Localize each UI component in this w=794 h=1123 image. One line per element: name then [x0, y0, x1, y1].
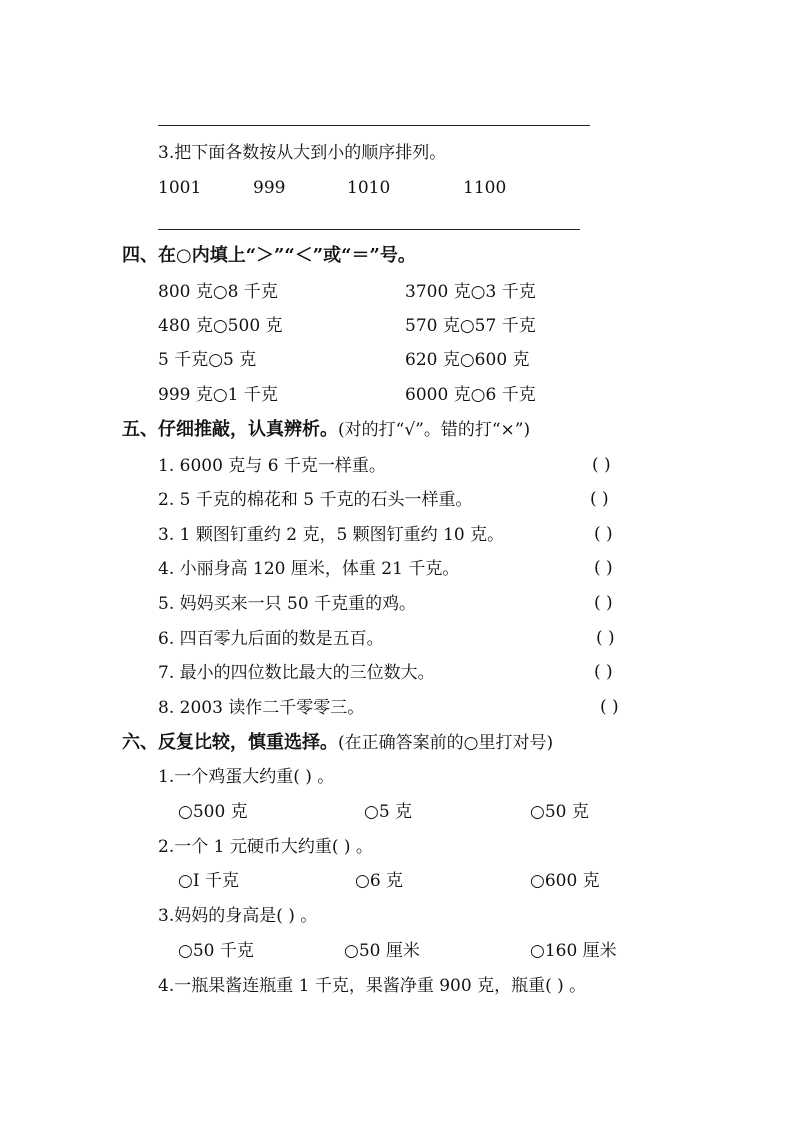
- compare-item: 570 克○57 千克: [405, 316, 536, 336]
- choice-option[interactable]: ○6 克: [355, 871, 404, 891]
- choice-option[interactable]: ○I 千克: [178, 871, 239, 891]
- compare-item: 3700 克○3 千克: [405, 282, 536, 302]
- number-1100: 1100: [463, 178, 507, 198]
- choice-question-1: 1.一个鸡蛋大约重( ) 。: [158, 767, 335, 787]
- judge-item: 6. 四百零九后面的数是五百。: [158, 629, 384, 649]
- judge-paren[interactable]: ( ): [594, 593, 613, 613]
- question-3: 3.把下面各数按从大到小的顺序排列。: [158, 143, 447, 163]
- section-5-title: [122, 418, 530, 442]
- choice-option[interactable]: ○5 克: [364, 802, 413, 822]
- choice-question-3: 3.妈妈的身高是( ) 。: [158, 906, 318, 926]
- choice-option[interactable]: ○50 厘米: [344, 941, 420, 961]
- judge-paren[interactable]: ( ): [590, 489, 609, 509]
- section-5-title-text: 五、仔细推敲，认真辨析。: [122, 419, 338, 440]
- judge-paren[interactable]: ( ): [594, 524, 613, 544]
- number-1010: 1010: [347, 178, 391, 198]
- choice-option[interactable]: ○50 克: [530, 802, 589, 822]
- judge-item: 8. 2003 读作二千零零三。: [158, 698, 365, 718]
- section-6-title: [122, 731, 553, 755]
- judge-item: 4. 小丽身高 120 厘米，体重 21 千克。: [158, 559, 460, 579]
- compare-item: 999 克○1 千克: [158, 385, 278, 405]
- judge-paren[interactable]: ( ): [596, 628, 615, 648]
- section-6-note: (在正确答案前的○里打对号): [338, 733, 554, 753]
- choice-option[interactable]: ○600 克: [530, 871, 600, 891]
- judge-paren[interactable]: ( ): [594, 558, 613, 578]
- answer-line-2: [158, 229, 580, 230]
- judge-item: 2. 5 千克的棉花和 5 千克的石头一样重。: [158, 490, 473, 510]
- choice-question-4: 4.一瓶果酱连瓶重 1 千克，果酱净重 900 克，瓶重( ) 。: [158, 976, 587, 996]
- judge-item: 5. 妈妈买来一只 50 千克重的鸡。: [158, 594, 417, 614]
- compare-item: 6000 克○6 千克: [405, 385, 536, 405]
- answer-line-1: [158, 125, 590, 126]
- compare-item: 5 千克○5 克: [158, 350, 257, 370]
- judge-item: 1. 6000 克与 6 千克一样重。: [158, 456, 386, 476]
- judge-item: 3. 1 颗图钉重约 2 克，5 颗图钉重约 10 克。: [158, 525, 505, 545]
- choice-option[interactable]: ○160 厘米: [530, 941, 617, 961]
- choice-option[interactable]: ○500 克: [178, 802, 248, 822]
- choice-option[interactable]: ○50 千克: [178, 941, 254, 961]
- section-6-title-text: 六、反复比较，慎重选择。: [122, 732, 338, 753]
- judge-paren[interactable]: ( ): [594, 662, 613, 682]
- judge-paren[interactable]: ( ): [592, 455, 611, 475]
- judge-paren[interactable]: ( ): [600, 697, 619, 717]
- section-5-note: (对的打“√”。错的打“×”): [338, 420, 531, 440]
- compare-item: 620 克○600 克: [405, 350, 530, 370]
- number-999: 999: [253, 178, 286, 198]
- compare-item: 480 克○500 克: [158, 316, 283, 336]
- section-4-title: 四、在○内填上“＞”“＜”或“＝”号。: [122, 245, 416, 266]
- compare-item: 800 克○8 千克: [158, 282, 278, 302]
- number-1001: 1001: [158, 178, 202, 198]
- judge-item: 7. 最小的四位数比最大的三位数大。: [158, 663, 435, 683]
- choice-question-2: 2.一个 1 元硬币大约重( ) 。: [158, 837, 373, 857]
